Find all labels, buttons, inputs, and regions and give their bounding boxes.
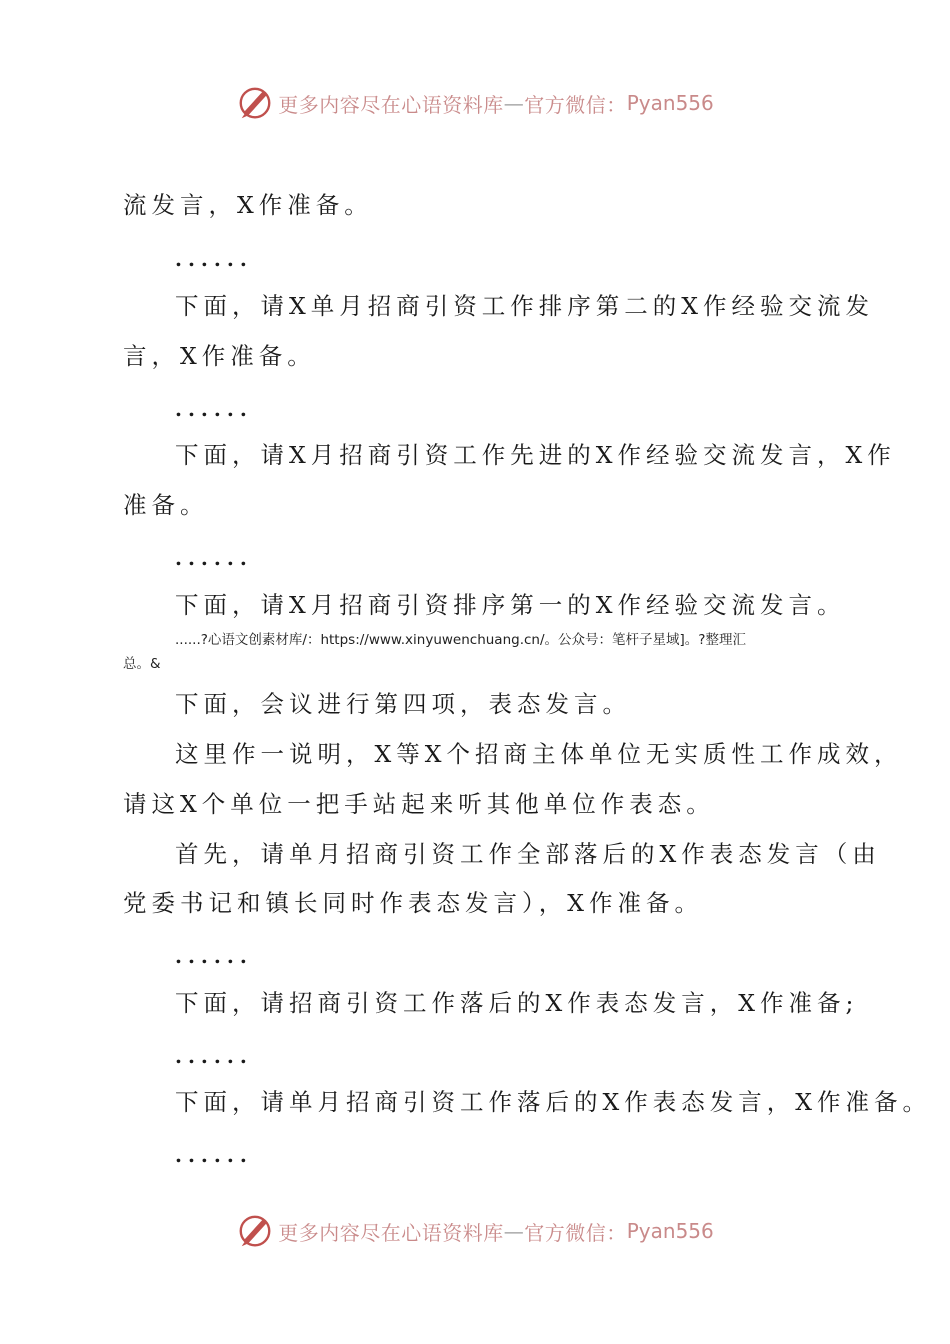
body-line: 党委书记和镇长同时作表态发言），X作准备。 [123, 889, 703, 917]
ellipsis-line: ...... [175, 1143, 253, 1167]
body-line: 下面，请X月招商引资工作先进的X作经验交流发言，X作 [175, 441, 896, 469]
body-line: 言，X作准备。 [123, 342, 316, 370]
banner-title: 更多内容尽在心语资料库 [278, 1220, 504, 1245]
pen-logo-icon [236, 1212, 274, 1250]
header-banner [0, 83, 950, 123]
body-line: 准备。 [123, 491, 209, 519]
body-line: 这里作一说明，X等X个招商主体单位无实质性工作成效， [175, 740, 903, 768]
source-note: ......?心语文创素材库/：https://www.xinyuwenchuang.cn/。公众号：笔杆子星域]。?整理汇 [175, 632, 746, 648]
body-line: 下面，请单月招商引资工作落后的X作表态发言，X作准备。 [175, 1088, 931, 1116]
ellipsis-line: ...... [175, 1044, 253, 1068]
banner-wechat-label: 官方微信： [524, 1220, 627, 1245]
banner-separator: — [503, 1219, 525, 1243]
body-line: 下面，请X月招商引资排序第一的X作经验交流发言。 [175, 591, 846, 619]
footer-banner [0, 1211, 950, 1251]
body-line: 下面，会议进行第四项，表态发言。 [175, 690, 631, 718]
banner-separator: — [503, 91, 525, 115]
banner-title: 更多内容尽在心语资料库 [278, 92, 504, 117]
body-line: 下面，请X单月招商引资工作排序第二的X作经验交流发 [175, 292, 874, 320]
source-note-continuation: 总。& [123, 656, 161, 672]
body-line: 下面，请招商引资工作落后的X作表态发言，X作准备; [175, 989, 859, 1017]
body-line: 请这X个单位一把手站起来听其他单位作表态。 [123, 790, 715, 818]
banner-wechat-id: Pyan556 [626, 91, 714, 115]
ellipsis-line: ...... [175, 944, 253, 968]
pen-logo-icon [236, 84, 274, 122]
banner-wechat-id: Pyan556 [626, 1219, 714, 1243]
body-line: 流发言，X作准备。 [123, 191, 373, 219]
ellipsis-line: ...... [175, 546, 253, 570]
ellipsis-line: ...... [175, 247, 253, 271]
banner-wechat-label: 官方微信： [524, 92, 627, 117]
body-line: 首先，请单月招商引资工作全部落后的X作表态发言（由 [175, 840, 881, 868]
ellipsis-line: ...... [175, 397, 253, 421]
